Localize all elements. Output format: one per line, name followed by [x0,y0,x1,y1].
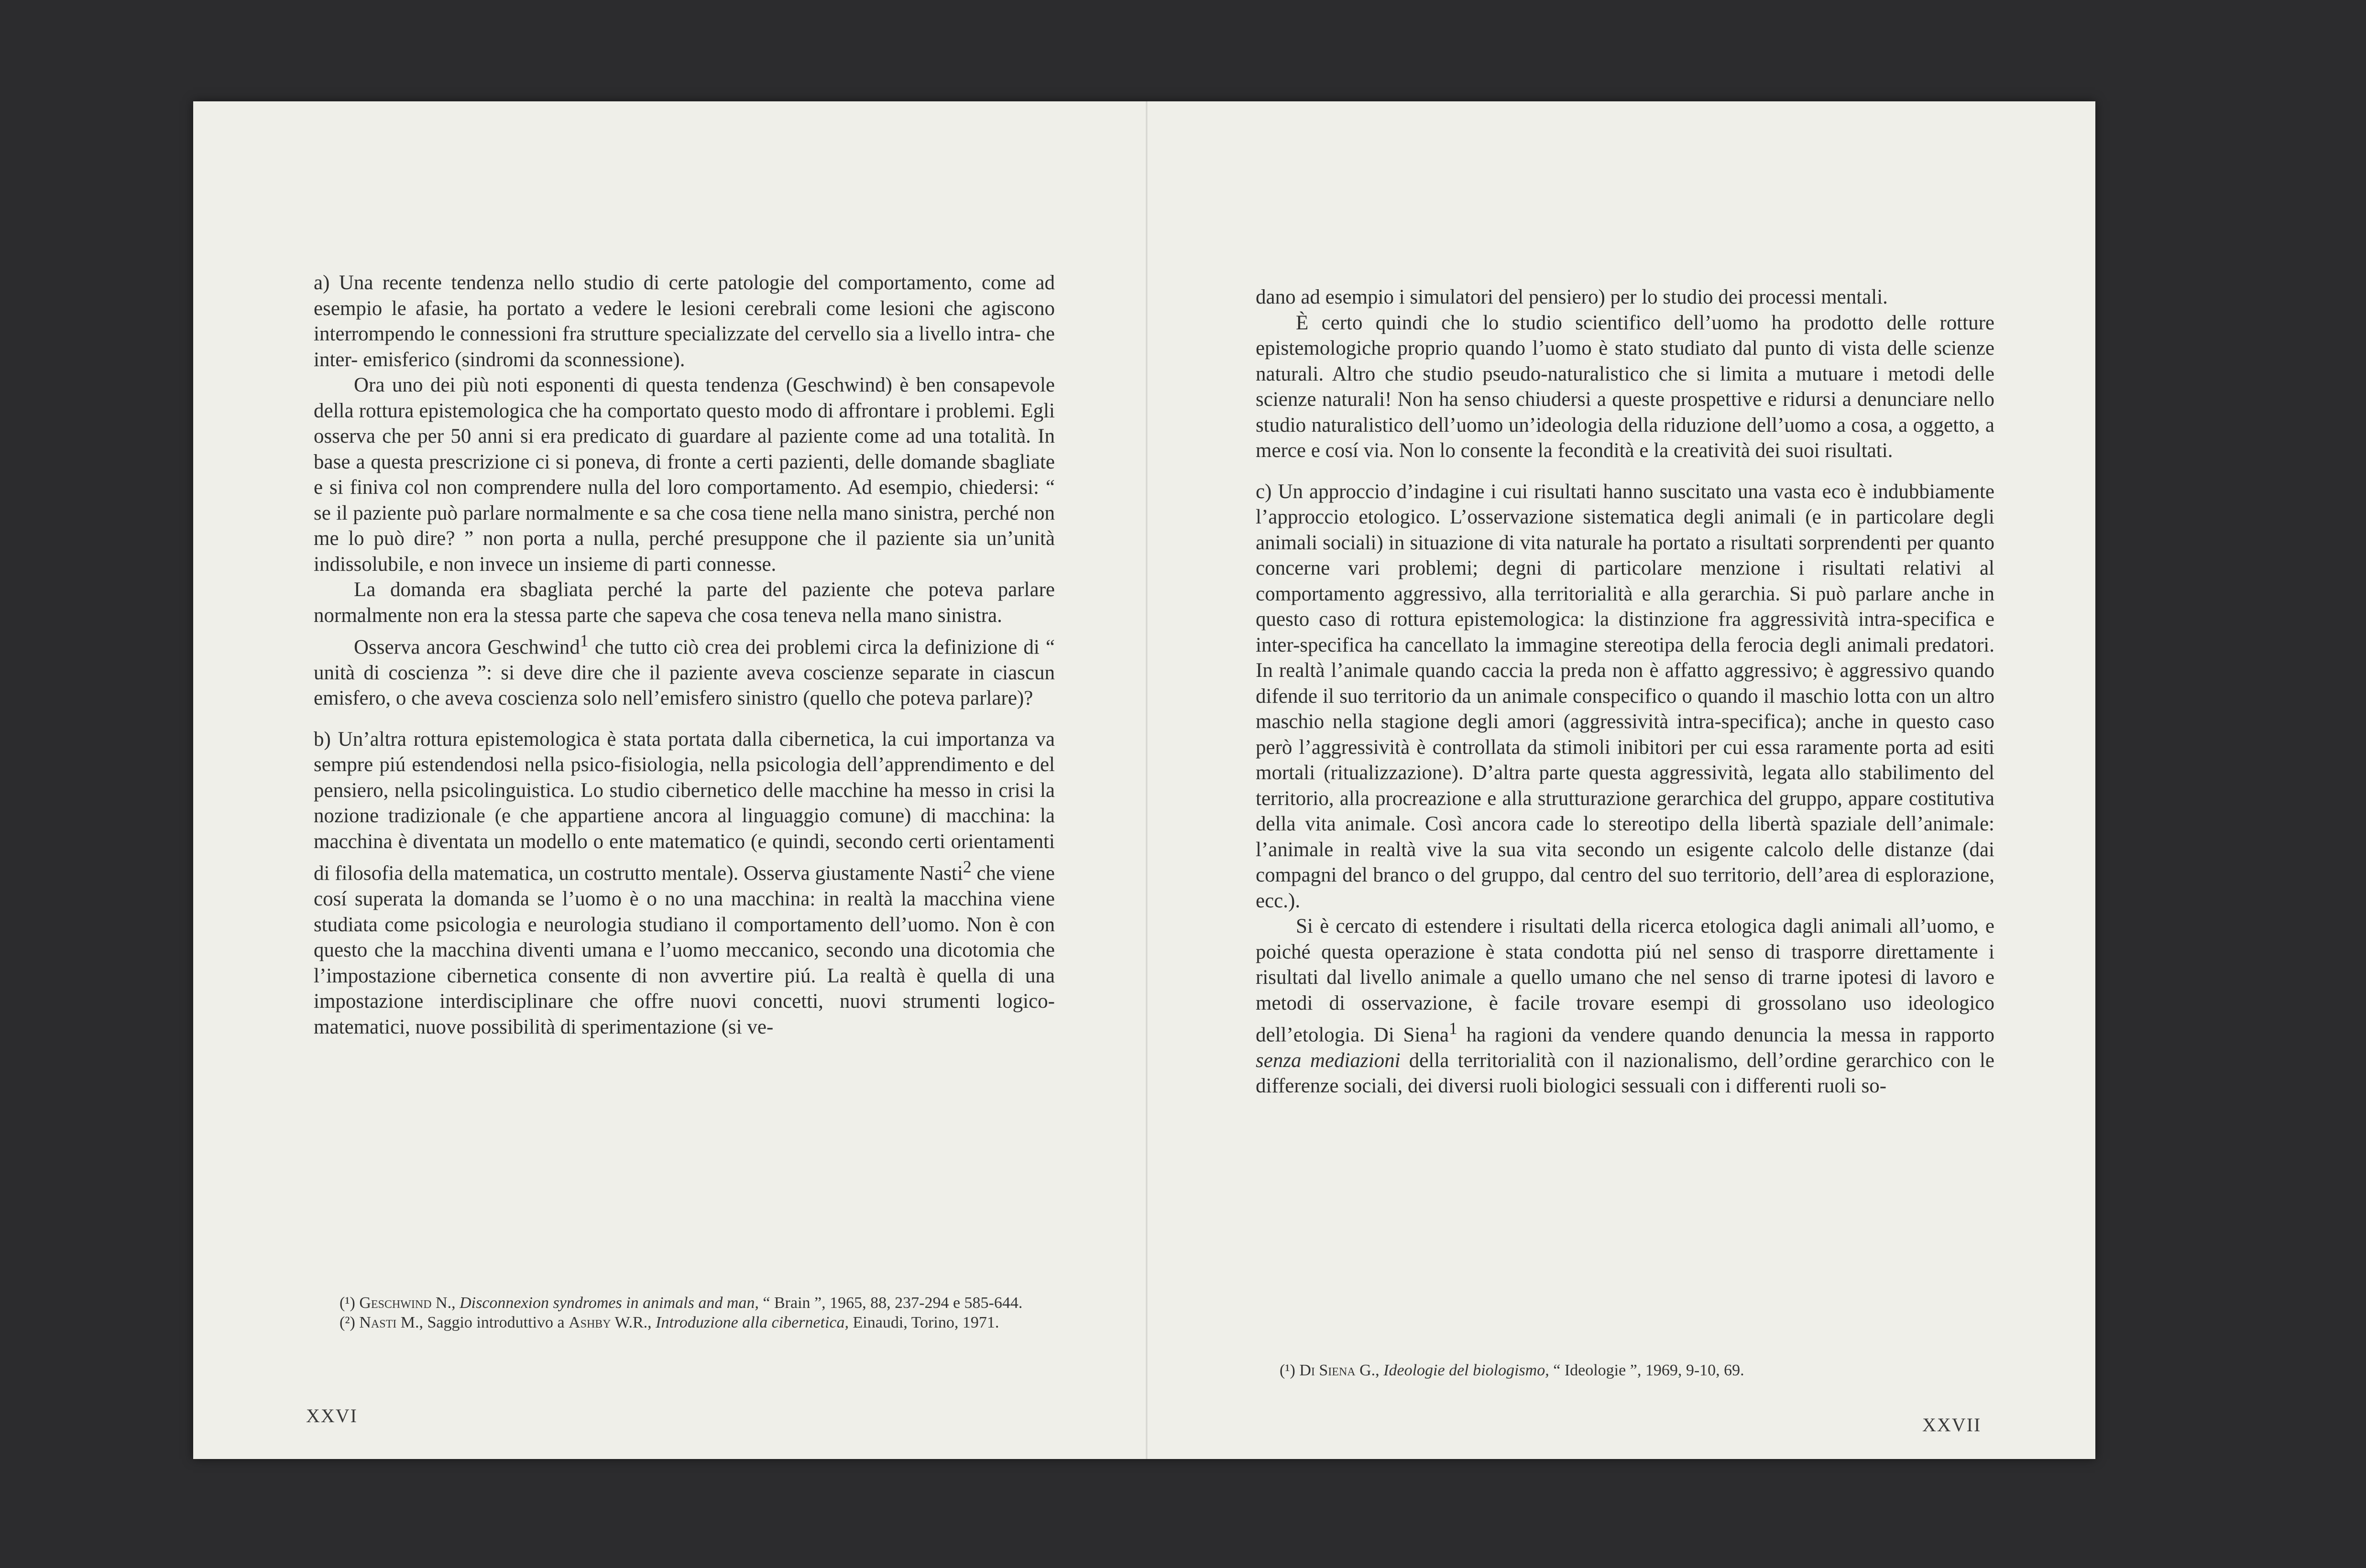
footnote-title: Introduzione alla cibernetica, [656,1314,849,1331]
paragraph-text: Si è cercato di estendere i risultati della ricerca etologica dagli animali all’uomo, e poiché questa operazione è stata condotta piú nel senso di trasporre direttamente i risultati dal livello animale a quello umano che nel senso di trarne ipotesi di lavoro e metodi di osservazione, è facile trovare esempi di grossolano uso ideologico dell’etologia. Di Siena [1256,915,1994,1046]
paragraph-text: che viene cosí superata la domanda se l’uomo è o no una macchina: in realtà la macchina viene studiata come psicologia e neurologia studiano il comportamento dell’uomo. Non è con questo che la macchina diventi umana e l’uomo meccanico, secondo una dicotomia che l’impostazione cibernetica consente di non avvertire piú. La realtà è quella di una impostazione interdisciplinare che offre nuovi concetti, nuovi strumenti logico-matematici, nuove possibilità di sperimentazione (si ve- [314,862,1055,1038]
paragraph: a) Una recente tendenza nello studio di certe patologie del comportamento, come ad esempio le afasie, ha portato a vedere le lesioni cerebrali come lesioni che agiscono interrompendo le connessioni fra strutture specializzate del cervello sia a livello intra- che inter- emisferico (sindromi da sconnessione). [314,272,1055,371]
footnote-text: Saggio introduttivo a [427,1314,565,1331]
footnote-source: “ Brain ”, 1965, 88, 237-294 e 585-644. [763,1294,1023,1312]
paragraph: È certo quindi che lo studio scientifico dell’uomo ha prodotto delle rotture epistemologiche proprio quando l’uomo è stato studiato dal punto di vista delle scienze naturali. Altro che studio pseudo-naturalistico che si limita a mutuare i metodi delle scienze naturali! Non ha senso chiudersi a queste prospettive e ridursi a denunciare nello studio naturalistico dell’uomo un’ideologia della riduzione dell’uomo a cosa, a oggetto, a merce e cosí via. Non lo consente la fecondità e la creatività dei suoi risultati. [1256,311,1994,462]
footnote-author: Di Siena G., [1299,1361,1380,1379]
footnote-source: Einaudi, Torino, 1971. [853,1314,999,1331]
page-fold [1146,101,1148,1459]
paragraph: dano ad esempio i simulatori del pensiero) per lo studio dei processi mentali. [1256,286,1888,308]
paragraph: Ora uno dei più noti esponenti di questa tendenza (Geschwind) è ben consapevole della rottura epistemologica che ha comportato questo modo di affrontare i problemi. Egli osserva che per 50 anni si era predicato di guardare al paziente come ad una totalità. In base a questa prescrizione ci si poneva, di fronte a certi pazienti, delle domande sbagliate e si finiva col non comprendere nulla del loro comportamento. Ad esempio, chiedersi: “ se il paziente può parlare normalmente e sa che cosa tiene nella mano sinistra, perché non me lo può dire? ” non porta a nulla, perché presuppone che il paziente sia un’unità indissolubile, e non invece un insieme di parti connesse. [314,374,1055,576]
footnote-title: Disconnexion syndromes in animals and man, [460,1294,759,1312]
footnote-ref: 2 [963,857,972,877]
paragraph-text: b) Un’altra rottura epistemologica è stata portata dalla cibernetica, la cui importanza va sempre piú estendendosi nella psico-fisiologia, nella psicologia dell’apprendimento e del pensiero, nella psicolinguistica. Lo studio cibernetico delle macchine ha messo in crisi la nozione tradizionale (e che appartiene ancora al linguaggio comune) di macchina: la macchina è diventata un modello o ente matematico (e quindi, secondo certi orientamenti di filosofia della matematica, un costrutto mentale). Osserva giustamente Nasti [314,728,1055,885]
footnote [306,1313,1042,1332]
page-number-left: XXVI [306,1405,358,1426]
footnote-source: “ Ideologie ”, 1969, 9-10, 69. [1553,1361,1744,1379]
paragraph-text: ha ragioni da vendere quando denuncia la messa in rapporto [1466,1024,1994,1046]
paragraph [314,727,1055,1040]
paragraph [314,628,1055,711]
paragraph: c) Un approccio d’indagine i cui risultati hanno suscitato una vasta eco è indubbiamente l’approccio etologico. L’osservazione sistematica degli animali (e in particolare degli animali sociali) in situazione di vita naturale ha portato a risultati sorprendenti per quanto concerne vari problemi; degni di particolare menzione i risultati relativi al comportamento aggressivo, alla territorialità e alla gerarchia. Si può parlare anche in questo caso di rottura epistemologica: la distinzione fra aggressività intra-specifica e inter-specifica ha cancellato la immagine stereotipa della ferocia degli animali predatori. In realtà l’animale quando caccia la preda non è affatto aggressivo; è aggressivo quando difende il suo territorio da un animale conspecifico o quando il maschio lotta con un altro maschio nella stagione degli amori (aggressività intra-specifica); anche in questo caso però l’aggressività è controllata da stimoli inibitori per cui essa raramente porta ad esiti mortali (ritualizzazione). D’altra parte questa aggressività, legata allo stabilimento del territorio, alla procreazione e alla strutturazione gerarchica del gruppo, appare costitutiva della vita animale. Così ancora cade lo stereotipo della libertà spaziale dell’animale: l’animale in realtà vive la sua vita secondo un esigente calcolo delle distanze (dai compagni del branco o del gruppo, dal centro del suo territorio, dell’area di esplorazione, ecc.). [1256,480,1994,912]
footnote-ref: 1 [580,631,589,650]
emphasis-text: senza mediazioni [1256,1049,1401,1072]
paragraph [1256,914,1994,1099]
footnote-title: Ideologie del biologismo, [1383,1361,1549,1379]
left-page-body [314,270,1055,1040]
footnote-author: Ashby W.R., [569,1314,652,1331]
right-footnotes [1280,1361,2006,1380]
footnote-mark: (²) [340,1314,355,1331]
footnote [306,1293,1042,1313]
footnote-author: Geschwind N., [359,1294,456,1312]
footnote [1280,1361,2006,1380]
paragraph-text: che tutto ciò crea dei problemi circa la definizione di “ unità di coscienza ”: si deve dire che il paziente aveva coscienze separate in ciascun emisfero, o che aveva coscienza solo nell’emisfero sinistro (quello che poteva parlare)? [314,636,1055,710]
footnote-mark: (¹) [340,1294,355,1312]
paragraph-text: della territorialità con il nazionalismo, dell’ordine gerarchico con le differenze sociali, dei diversi ruoli biologici sessuali con i differenti ruoli so- [1256,1049,1994,1098]
paragraph-text: Osserva ancora Geschwind [354,636,580,659]
footnote-ref: 1 [1449,1019,1457,1038]
right-page-body [1256,284,1994,1099]
page-number-right: XXVII [1922,1414,1982,1436]
footnote-author: Nasti M., [359,1314,423,1331]
footnote-mark: (¹) [1280,1361,1295,1379]
paragraph: La domanda era sbagliata perché la parte del paziente che poteva parlare normalmente non era la stessa parte che sapeva che cosa teneva nella mano sinistra. [314,578,1055,627]
left-footnotes [306,1293,1042,1332]
